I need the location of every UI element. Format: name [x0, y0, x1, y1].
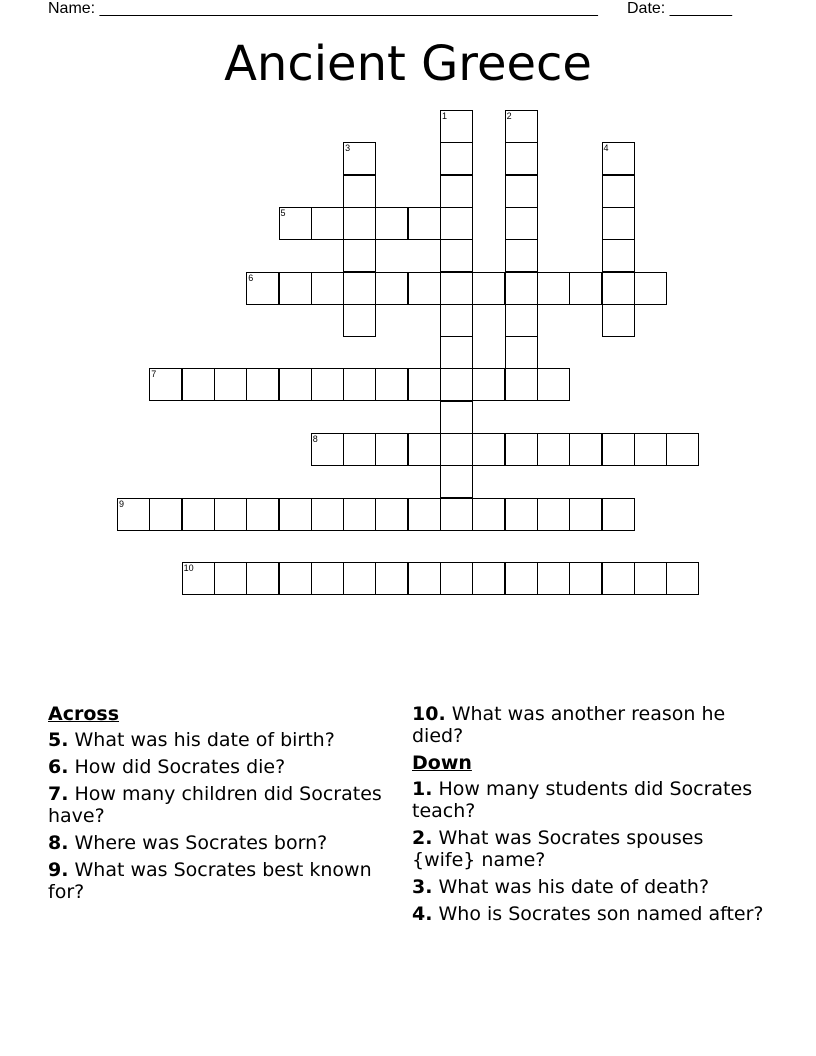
- grid-cell[interactable]: [343, 498, 376, 531]
- grid-cell[interactable]: [311, 433, 344, 466]
- grid-cell[interactable]: [440, 368, 473, 401]
- grid-cell[interactable]: [602, 562, 635, 595]
- grid-cell[interactable]: [569, 498, 602, 531]
- clue-number: 5: [280, 207, 286, 218]
- clues-column-right: [412, 703, 772, 930]
- grid-cell[interactable]: [569, 433, 602, 466]
- grid-cell[interactable]: [311, 272, 344, 305]
- grid-cell[interactable]: [537, 433, 570, 466]
- clue-number: 9: [119, 498, 125, 509]
- grid-cell[interactable]: [440, 465, 473, 498]
- across-heading: Across: [48, 703, 120, 725]
- grid-cell[interactable]: [634, 272, 667, 305]
- grid-cell[interactable]: [279, 207, 312, 240]
- clue-number: 4: [603, 143, 609, 154]
- grid-cell[interactable]: [472, 433, 505, 466]
- grid-cell[interactable]: [440, 498, 473, 531]
- grid-cell[interactable]: [214, 368, 247, 401]
- grid-cell[interactable]: [505, 562, 538, 595]
- grid-cell[interactable]: [440, 433, 473, 466]
- grid-cell[interactable]: [440, 336, 473, 369]
- grid-cell[interactable]: [602, 175, 635, 208]
- grid-cell[interactable]: [505, 142, 538, 175]
- grid-cell[interactable]: [214, 562, 247, 595]
- grid-cell[interactable]: [343, 207, 376, 240]
- grid-cell[interactable]: [505, 175, 538, 208]
- grid-cell[interactable]: [279, 562, 312, 595]
- grid-cell[interactable]: [279, 368, 312, 401]
- grid-cell[interactable]: [440, 207, 473, 240]
- grid-cell[interactable]: [440, 401, 473, 434]
- grid-cell[interactable]: [440, 562, 473, 595]
- grid-cell[interactable]: [537, 562, 570, 595]
- grid-cell[interactable]: [505, 272, 538, 305]
- grid-cell[interactable]: [182, 368, 215, 401]
- grid-cell[interactable]: [666, 562, 699, 595]
- clue-number: 10: [183, 563, 194, 574]
- grid-cell[interactable]: [602, 498, 635, 531]
- grid-cell[interactable]: [408, 368, 441, 401]
- grid-cell[interactable]: [182, 498, 215, 531]
- grid-cell[interactable]: [343, 142, 376, 175]
- clue-across-6: 6. How did Socrates die?: [48, 756, 286, 778]
- grid-cell[interactable]: [602, 239, 635, 272]
- clue-across-5: 5. What was his date of birth?: [48, 729, 335, 751]
- clue-across-9: 9. What was Socrates best known for?: [48, 859, 372, 903]
- grid-cell[interactable]: [569, 562, 602, 595]
- grid-cell[interactable]: [343, 562, 376, 595]
- grid-cell[interactable]: [505, 433, 538, 466]
- clue-number: 2: [506, 111, 512, 121]
- clue-number: 1: [442, 111, 448, 121]
- grid-cell[interactable]: [602, 272, 635, 305]
- clue-number: 6: [248, 272, 254, 283]
- grid-cell[interactable]: [343, 433, 376, 466]
- grid-cell[interactable]: [149, 498, 182, 531]
- name-field-label: Name: ________________________________________________________: [48, 0, 598, 17]
- grid-cell[interactable]: [505, 336, 538, 369]
- grid-cell[interactable]: [440, 239, 473, 272]
- clue-across-7: 7. How many children did Socrates have?: [48, 783, 382, 827]
- grid-cell[interactable]: [440, 175, 473, 208]
- grid-cell[interactable]: [666, 433, 699, 466]
- grid-cell[interactable]: [343, 304, 376, 337]
- grid-cell[interactable]: [602, 433, 635, 466]
- grid-cell[interactable]: [472, 498, 505, 531]
- clue-number: 3: [345, 143, 351, 154]
- clue-across-10: 10. What was another reason he died?: [412, 703, 726, 747]
- grid-cell[interactable]: [408, 207, 441, 240]
- grid-cell[interactable]: [505, 304, 538, 337]
- grid-cell[interactable]: [634, 562, 667, 595]
- grid-cell[interactable]: [408, 498, 441, 531]
- grid-cell[interactable]: [440, 304, 473, 337]
- grid-cell[interactable]: [246, 498, 279, 531]
- grid-cell[interactable]: [472, 368, 505, 401]
- grid-cell[interactable]: [375, 272, 408, 305]
- grid-cell[interactable]: [505, 207, 538, 240]
- grid-cell[interactable]: [472, 562, 505, 595]
- grid-cell[interactable]: [246, 272, 279, 305]
- clue-down-1: 1. How many students did Socrates teach?: [412, 778, 753, 822]
- grid-cell[interactable]: [343, 175, 376, 208]
- clue-down-4: 4. Who is Socrates son named after?: [412, 903, 764, 925]
- clues-column-left: [48, 703, 388, 908]
- grid-cell[interactable]: [408, 562, 441, 595]
- grid-cell[interactable]: [537, 368, 570, 401]
- grid-cell[interactable]: [343, 368, 376, 401]
- down-heading: Down: [412, 752, 472, 774]
- clue-down-3: 3. What was his date of death?: [412, 876, 710, 898]
- grid-cell[interactable]: [634, 433, 667, 466]
- grid-cell[interactable]: [375, 207, 408, 240]
- grid-cell[interactable]: [602, 207, 635, 240]
- clue-number: 7: [151, 369, 157, 380]
- grid-cell[interactable]: [311, 562, 344, 595]
- grid-cell[interactable]: [569, 272, 602, 305]
- grid-cell[interactable]: [440, 272, 473, 305]
- grid-cell[interactable]: [537, 272, 570, 305]
- grid-cell[interactable]: [375, 368, 408, 401]
- grid-cell[interactable]: [246, 562, 279, 595]
- grid-cell[interactable]: [440, 110, 473, 143]
- grid-cell[interactable]: [214, 498, 247, 531]
- clue-number: 8: [312, 434, 318, 444]
- grid-cell[interactable]: [343, 272, 376, 305]
- grid-cell[interactable]: [246, 368, 279, 401]
- grid-cell[interactable]: [375, 498, 408, 531]
- grid-cell[interactable]: [375, 562, 408, 595]
- grid-cell[interactable]: [279, 498, 312, 531]
- grid-cell[interactable]: [505, 498, 538, 531]
- grid-cell[interactable]: [343, 239, 376, 272]
- grid-cell[interactable]: [311, 207, 344, 240]
- grid-cell[interactable]: [472, 272, 505, 305]
- grid-cell[interactable]: [279, 272, 312, 305]
- grid-cell[interactable]: [182, 562, 215, 595]
- grid-cell[interactable]: [440, 142, 473, 175]
- grid-cell[interactable]: [505, 368, 538, 401]
- grid-cell[interactable]: [505, 110, 538, 143]
- grid-cell[interactable]: [602, 142, 635, 175]
- clue-across-8: 8. Where was Socrates born?: [48, 832, 328, 854]
- grid-cell[interactable]: [537, 498, 570, 531]
- grid-cell[interactable]: [505, 239, 538, 272]
- grid-cell[interactable]: [311, 498, 344, 531]
- grid-cell[interactable]: [602, 304, 635, 337]
- grid-cell[interactable]: [408, 433, 441, 466]
- grid-cell[interactable]: [149, 368, 182, 401]
- grid-cell[interactable]: [311, 368, 344, 401]
- date-field-label: Date: _______: [627, 0, 732, 17]
- clue-down-2: 2. What was Socrates spouses {wife} name?: [412, 827, 704, 871]
- grid-cell[interactable]: [375, 433, 408, 466]
- grid-cell[interactable]: [408, 272, 441, 305]
- puzzle-title: Ancient Greece: [224, 36, 592, 92]
- grid-cell[interactable]: [117, 498, 150, 531]
